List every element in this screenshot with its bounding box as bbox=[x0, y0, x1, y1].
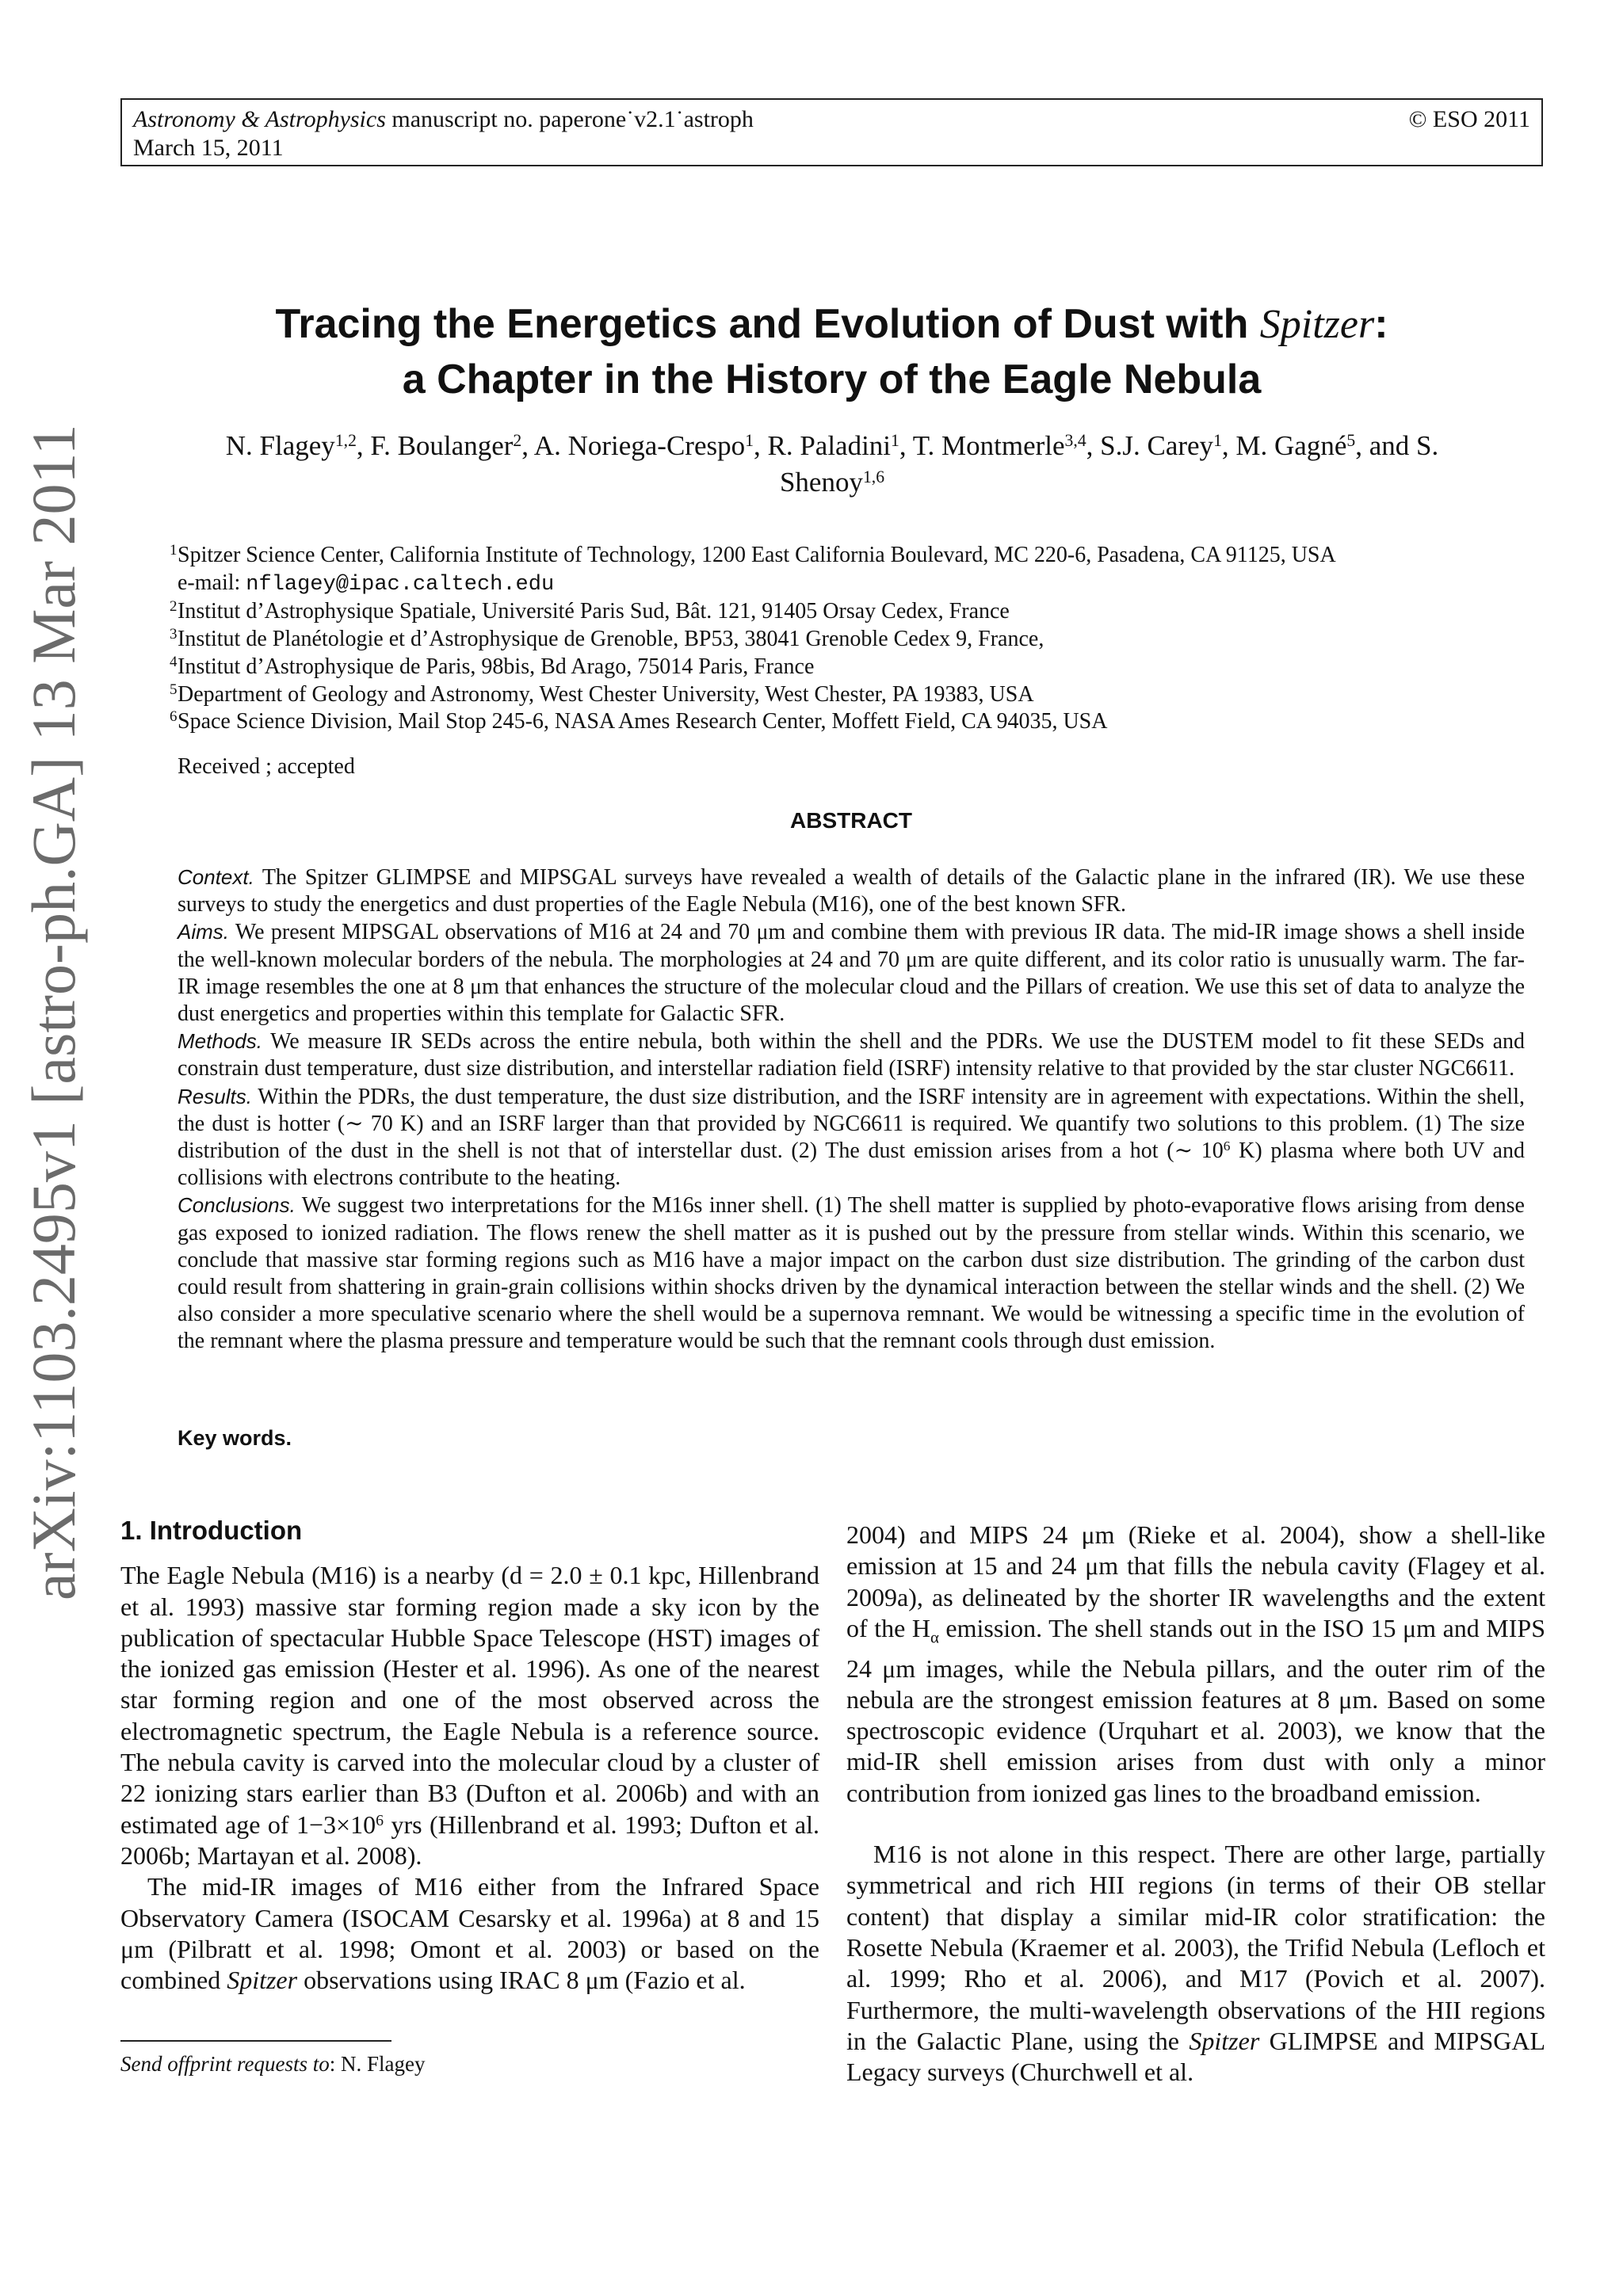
exponent: 6 bbox=[376, 1811, 384, 1829]
affiliation-number: 4 bbox=[170, 653, 178, 670]
affiliation-item bbox=[170, 598, 1525, 626]
abstract-label: Aims. bbox=[178, 920, 229, 944]
author: , F. Boulanger bbox=[356, 430, 514, 461]
abstract-results bbox=[178, 1083, 1525, 1192]
affiliation-text: Institut de Planétologie et d’Astrophysique de Grenoble, BP53, 38041 Grenoble Cedex 9, France, bbox=[178, 627, 1044, 652]
footnote-text: : N. Flagey bbox=[329, 2052, 426, 2076]
manuscript-date: March 15, 2011 bbox=[133, 135, 284, 161]
paragraph bbox=[846, 1520, 1545, 1809]
footnote-label: Send offprint requests to bbox=[120, 2052, 330, 2076]
left-column bbox=[120, 1515, 819, 1996]
email-label: e-mail: bbox=[178, 570, 246, 595]
footnote-rule bbox=[120, 2040, 391, 2042]
author-affil-mark: 1 bbox=[891, 431, 899, 451]
exponent: 6 bbox=[1223, 1138, 1231, 1154]
journal-line bbox=[133, 105, 754, 134]
paragraph-text: observations using IRAC 8 μm (Fazio et al. bbox=[297, 1966, 746, 1995]
affiliation-text: Space Science Division, Mail Stop 245-6, NASA Ames Research Center, Moffett Field, CA 94035, USA bbox=[178, 709, 1108, 734]
journal-header bbox=[120, 98, 1543, 166]
author: , M. Gagné bbox=[1221, 430, 1347, 461]
abstract-text: The Spitzer GLIMPSE and MIPSGAL surveys have revealed a wealth of details of the Galactic plane in the infrared (IR). We use these surveys to study the energetics and dust properties of the Eagle Nebula (M16), one of the best known SFR. bbox=[178, 865, 1525, 917]
paragraph-text: M16 is not alone in this respect. There are other large, partially symmetrical and rich HII regions (in terms of their OB stellar content) that display a similar mid-IR color stratification: the Rosette Nebula (Kraemer et al. 2003), the Trifid Nebula (Lefloch et al. 1999; Rho et al. 2006), and M17 (Povich et al. 2007). Furthermore, the multi-wavelength observations of the HII regions in the Galactic Plane, using the bbox=[846, 1840, 1545, 2055]
manuscript-number: manuscript no. paperone˙v2.1˙astroph bbox=[391, 106, 754, 132]
abstract-label: Conclusions. bbox=[178, 1193, 296, 1218]
affiliation-list bbox=[170, 542, 1525, 736]
copyright: © ESO 2011 bbox=[1408, 106, 1530, 132]
paragraph bbox=[120, 1560, 819, 1871]
affiliation-item bbox=[170, 681, 1525, 709]
affiliation-number: 3 bbox=[170, 626, 178, 643]
affiliation-email-row bbox=[178, 570, 1525, 599]
paragraph bbox=[120, 1871, 819, 1996]
paragraph-text: The Eagle Nebula (M16) is a nearby (d = 2.0 ± 0.1 kpc, Hillenbrand et al. 1993) massive star forming region made a sky icon by the publication of spectacular Hubble Space Telescope (HST) images of the ionized gas emission (Hester et al. 1996). As one of the nearest star forming region and one of the most observed across the electromagnetic spectrum, the Eagle Nebula is a reference source. The nebula cavity is carved into the molecular cloud by a cluster of 22 ionizing stars earlier than B3 (Dufton et al. 2006b) and with an estimated age of 1−3×10 bbox=[120, 1561, 819, 1839]
affiliation-text: Institut d’Astrophysique de Paris, 98bis, Bd Arago, 75014 Paris, France bbox=[178, 654, 815, 679]
author: , A. Noriega-Crespo bbox=[521, 430, 746, 461]
abstract-text: We suggest two interpretations for the M16s inner shell. (1) The shell matter is supplied by photo-evaporative flows arising from dense gas exposed to ionized radiation. The flows renew the shell matter as it is pushed out by the pressure from stellar winds. Within this scenario, we conclude that massive star forming regions such as M16 have a major impact on the carbon dust size distribution. The grinding of the carbon dust could result from shattering in grain-grain collisions within shocks driven by the dynamical interaction between the stellar winds and the shell. (2) We also consider a more speculative scenario where the shell would be a supernova remnant. We would be witnessing a specific time in the evolution of the remnant where the plasma pressure and temperature would be such that the remnant cools through dust emission. bbox=[178, 1193, 1525, 1354]
affiliation-item bbox=[170, 626, 1525, 654]
email-address[interactable]: nflagey@ipac.caltech.edu bbox=[246, 572, 555, 597]
right-column bbox=[846, 1520, 1545, 2088]
footnote bbox=[120, 2052, 426, 2077]
abstract-text: We present MIPSGAL observations of M16 at 24 and 70 μm and combine them with previous IR data. The mid-IR image shows a shell inside the well-known molecular borders of the nebula. The morphologies at 24 and 70 μm are quite different, and its color ratio is unusually warm. The far-IR image resembles the one at 8 μm that enhances the structure of the molecular cloud and the Pillars of creation. We use this set of data to analyze the dust energetics and properties within this template for Galactic SFR. bbox=[178, 920, 1525, 1027]
author-affil-mark: 1,6 bbox=[862, 467, 885, 487]
abstract-aims bbox=[178, 918, 1525, 1028]
subscript: α bbox=[930, 1628, 939, 1647]
affiliation-text: Institut d’Astrophysique Spatiale, Université Paris Sud, Bât. 121, 91405 Orsay Cedex, France bbox=[178, 599, 1010, 624]
abstract-context bbox=[178, 864, 1525, 918]
paragraph-text: 2004) and MIPS 24 μm (Rieke et al. 2004), show a shell-like emission at 15 and 24 μm that fills the nebula cavity (Flagey et al. 2009a), as delineated by the shorter IR wavelengths and the extent of the H bbox=[846, 1520, 1545, 1642]
abstract-text: We measure IR SEDs across the entire nebula, both within the shell and the PDRs. We use the DUSTEM model to fit these SEDs and constrain dust temperature, dust size distribution, and interstellar radiation field (ISRF) intensity relative to that provided by the star cluster NGC6611. bbox=[178, 1029, 1525, 1081]
author-affil-mark: 1 bbox=[1213, 431, 1222, 451]
received-accepted: Received ; accepted bbox=[178, 754, 355, 779]
paragraph bbox=[846, 1839, 1545, 2088]
paragraph-text: GLIMPSE and MIPSGAL Legacy surveys (Churchwell et al. bbox=[846, 2026, 1546, 2087]
abstract-conclusions bbox=[178, 1192, 1525, 1355]
abstract-heading: ABSTRACT bbox=[790, 808, 912, 833]
title-colon: : bbox=[1374, 301, 1388, 347]
italic-term: Spitzer bbox=[1189, 2026, 1260, 2055]
author-affil-mark: 2 bbox=[513, 431, 522, 451]
paper-title-line1 bbox=[120, 299, 1543, 349]
paragraph-text: The mid-IR images of M16 either from the Infrared Space Observatory Camera (ISOCAM Cesarsky et al. 1996a) at 8 and 15 μm (Pilbratt et al. 1998; Omont et al. 2003) or based on the combined bbox=[120, 1872, 819, 1995]
abstract-label: Results. bbox=[178, 1084, 252, 1108]
abstract-text: Within the PDRs, the dust temperature, the dust size distribution, and the ISRF intensity are in agreement with expectations. Within the shell, the dust is hotter (∼ 70 K) and an ISRF larger than that provided by NGC6611 is required. We quantify two solutions to this problem. (1) The size distribution of the dust in the shell is not that of interstellar dust. (2) The dust emission arises from a hot (∼ 10 bbox=[178, 1084, 1525, 1164]
affiliation-number: 5 bbox=[170, 681, 178, 698]
author: N. Flagey bbox=[225, 430, 335, 461]
author-affil-mark: 3,4 bbox=[1064, 431, 1086, 451]
author: Shenoy bbox=[779, 467, 863, 498]
abstract-body bbox=[178, 864, 1525, 1356]
affiliation-number: 2 bbox=[170, 598, 178, 616]
abstract-methods bbox=[178, 1028, 1525, 1082]
title-text: Tracing the Energetics and Evolution of Dust with bbox=[275, 301, 1260, 347]
keywords: Key words. bbox=[178, 1426, 292, 1450]
affiliation-text: Department of Geology and Astronomy, West Chester University, West Chester, PA 19383, USA bbox=[178, 681, 1034, 707]
author: , and S. bbox=[1355, 430, 1439, 461]
author-affil-mark: 1,2 bbox=[334, 431, 357, 451]
author-list bbox=[143, 428, 1522, 501]
affiliation-number: 1 bbox=[170, 542, 178, 559]
paragraph-text: yrs (Hillenbrand et al. 1993; Dufton et al. 2006b; Martayan et al. 2008). bbox=[120, 1810, 820, 1870]
affiliation-item bbox=[170, 708, 1525, 736]
author: , S.J. Carey bbox=[1086, 430, 1214, 461]
abstract-label: Methods. bbox=[178, 1029, 262, 1054]
affiliation-item bbox=[170, 542, 1525, 570]
paragraph-text: emission. The shell stands out in the ISO 15 μm and MIPS 24 μm images, while the Nebula pillars, and the outer rim of the nebula are the strongest emission features at 8 μm. Based on some spectroscopic evidence (Urquhart et al. 2003), we know that the mid-IR shell emission arises from dust with only a minor contribution from ionized gas lines to the broadband emission. bbox=[846, 1613, 1546, 1807]
italic-term: Spitzer bbox=[227, 1966, 298, 1995]
author-affil-mark: 1 bbox=[745, 431, 754, 451]
abstract-text: K) plasma where both UV and collisions with electrons contribute to the heating. bbox=[178, 1138, 1525, 1191]
abstract-label: Context. bbox=[178, 865, 254, 889]
author-affil-mark: 5 bbox=[1346, 431, 1356, 451]
author: , T. Montmerle bbox=[899, 430, 1065, 461]
section-heading: 1. Introduction bbox=[120, 1516, 303, 1545]
author: , R. Paladini bbox=[753, 430, 892, 461]
arxiv-stamp: arXiv:1103.2495v1 [astro-ph.GA] 13 Mar 2011 bbox=[19, 424, 88, 1600]
affiliation-text: Spitzer Science Center, California Institute of Technology, 1200 East California Boulevard, MC 220-6, Pasadena, CA 91125, USA bbox=[178, 543, 1336, 567]
paper-title-line2: a Chapter in the History of the Eagle Nebula bbox=[402, 357, 1262, 402]
journal-name: Astronomy & Astrophysics bbox=[133, 106, 386, 132]
affiliation-number: 6 bbox=[170, 708, 178, 726]
affiliation-item bbox=[170, 653, 1525, 681]
title-italic: Spitzer bbox=[1259, 302, 1375, 347]
